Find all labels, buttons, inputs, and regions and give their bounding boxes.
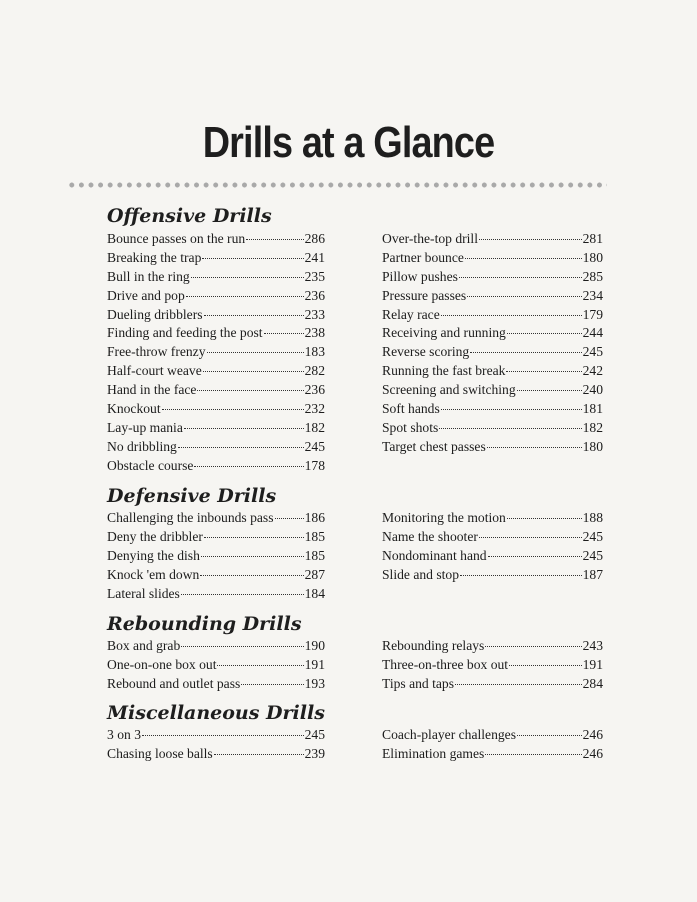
page-number: 282 [304,363,325,379]
drill-entry [382,567,603,586]
drill-entry [382,401,603,420]
page-number: 284 [582,675,603,691]
page-number: 238 [304,325,325,341]
drill-name: Finding and feeding the post [107,325,263,341]
page-number: 286 [304,231,325,246]
drill-entry [107,344,325,363]
drill-entry [382,250,603,269]
dot-leader [517,390,582,391]
dot-leader [178,447,304,448]
drill-name: Over-the-top drill [382,231,478,246]
page-number: 187 [582,566,603,582]
dot-leader [507,333,582,334]
dotted-divider [67,181,607,189]
drill-entry [382,344,603,363]
dot-leader [509,665,582,666]
page-number: 191 [304,656,325,672]
page-number: 180 [582,438,603,454]
drill-name: Relay race [382,306,440,322]
drill-entry [107,638,325,657]
dot-leader [488,556,582,557]
page-number: 188 [582,510,603,525]
drill-name: Lateral slides [107,585,180,601]
drill-name: 3 on 3 [107,727,141,742]
section-heading-offensive: Offensive Drills [107,205,272,227]
drill-name: Chasing loose balls [107,745,213,761]
section-heading-defensive: Defensive Drills [107,485,277,507]
drill-entry [107,586,325,605]
dot-leader [459,277,582,278]
page-number: 245 [582,547,603,563]
drill-name: Rebound and outlet pass [107,675,241,691]
page-number: 182 [304,419,325,435]
dot-leader [204,315,304,316]
drill-entry [382,727,603,746]
drill-entry [382,307,603,326]
page-number: 183 [304,344,325,360]
drill-entry [382,676,603,695]
page-title: Drills at a Glance [202,118,495,167]
dot-leader [517,735,582,736]
drill-name: Bull in the ring [107,268,190,284]
page-number: 240 [582,382,603,398]
page-number: 234 [582,287,603,303]
drill-entry [382,439,603,458]
dot-leader [201,556,304,557]
dot-leader [264,333,304,334]
page-number: 281 [582,231,603,246]
page-number: 179 [582,306,603,322]
drill-entry [382,269,603,288]
dot-leader [467,296,581,297]
dot-leader [487,447,582,448]
drill-name: Coach-player challenges [382,727,516,742]
drill-entry [107,382,325,401]
page-number: 246 [582,745,603,761]
page-number: 193 [304,675,325,691]
dot-leader [485,646,581,647]
drill-entry [107,510,325,529]
page-number: 178 [304,457,325,473]
dot-leader [203,371,304,372]
dot-leader [465,258,582,259]
page-number: 241 [304,249,325,265]
drill-name: Soft hands [382,401,440,417]
drill-entry [107,676,325,695]
drill-name: Slide and stop [382,566,460,582]
drill-name: Reverse scoring [382,344,470,360]
page-number: 245 [304,727,325,742]
drill-name: Tips and taps [382,675,455,691]
drill-entry [382,548,603,567]
dot-leader [191,277,304,278]
drill-name: Denying the dish [107,547,200,563]
drill-entry [107,250,325,269]
drill-entry [107,401,325,420]
drill-entry [107,529,325,548]
drill-name: Partner bounce [382,249,464,265]
drill-entry [382,363,603,382]
page-number: 246 [582,727,603,742]
dot-leader [241,684,303,685]
miscellaneous-left-column [107,727,325,765]
drill-entry [107,746,325,765]
page-number: 245 [304,438,325,454]
dot-leader [506,371,581,372]
page-number: 245 [582,528,603,544]
drill-entry [382,382,603,401]
page-number: 191 [582,656,603,672]
dot-leader [197,390,303,391]
page-number: 186 [304,510,325,525]
page-number: 239 [304,745,325,761]
page-number: 180 [582,249,603,265]
offensive-right-column [382,231,603,458]
drill-name: Hand in the face [107,382,197,398]
page-number: 242 [582,363,603,379]
drill-name: Monitoring the motion [382,510,506,525]
dot-leader [181,594,304,595]
drill-name: Lay-up mania [107,419,183,435]
drill-name: Bounce passes on the run [107,231,246,246]
dot-leader [194,466,303,467]
drill-entry [382,638,603,657]
defensive-left-column [107,510,325,604]
page-number: 232 [304,401,325,417]
drill-name: Drive and pop [107,287,185,303]
drill-entry [107,657,325,676]
drill-name: Breaking the trap [107,249,202,265]
drill-name: Spot shots [382,419,439,435]
drill-entry [382,231,603,250]
dot-leader [186,296,304,297]
dot-leader [479,239,582,240]
defensive-right-column [382,510,603,586]
page-number: 181 [582,401,603,417]
dot-leader [439,428,581,429]
dot-leader [207,352,304,353]
page-number: 285 [582,268,603,284]
drill-entry [382,657,603,676]
dot-leader [214,754,304,755]
drill-name: Three-on-three box out [382,656,509,672]
drill-name: Deny the dribbler [107,528,203,544]
dot-leader [246,239,303,240]
drill-entry [382,288,603,307]
drill-name: Running the fast break [382,363,506,379]
drill-entry [382,510,603,529]
drill-name: Name the shooter [382,528,478,544]
drill-name: Dueling dribblers [107,306,203,322]
drill-name: Elimination games [382,745,485,761]
drill-entry [107,458,325,477]
drill-name: Receiving and running [382,325,506,341]
dot-leader [441,409,582,410]
miscellaneous-right-column [382,727,603,765]
drill-entry [107,567,325,586]
drill-name: One-on-one box out [107,656,217,672]
drill-name: Half-court weave [107,363,202,379]
drill-entry [107,269,325,288]
drill-name: Knockout [107,401,161,417]
page-number: 182 [582,419,603,435]
drill-name: Box and grab [107,638,181,653]
dot-leader [479,537,582,538]
dot-leader [181,646,303,647]
page-number: 245 [582,344,603,360]
drill-entry [107,325,325,344]
drill-name: No dribbling [107,438,177,454]
page-number: 190 [304,638,325,653]
dot-leader [142,735,304,736]
drill-entry [382,529,603,548]
drill-entry [107,288,325,307]
drill-name: Pressure passes [382,287,467,303]
dot-leader [204,537,304,538]
page-number: 287 [304,566,325,582]
drill-name: Nondominant hand [382,547,487,563]
page-number: 185 [304,528,325,544]
dot-leader [507,518,582,519]
page-number: 236 [304,382,325,398]
rebounding-left-column [107,638,325,695]
dot-leader [184,428,304,429]
offensive-left-column [107,231,325,477]
drill-name: Obstacle course [107,457,194,473]
drill-entry [107,231,325,250]
drill-name: Challenging the inbounds pass [107,510,274,525]
dot-leader [455,684,582,685]
dot-leader [485,754,581,755]
drill-entry [107,727,325,746]
drill-entry [382,420,603,439]
drill-name: Knock 'em down [107,566,200,582]
drill-name: Screening and switching [382,382,516,398]
page-number: 185 [304,547,325,563]
page-number: 233 [304,306,325,322]
page-number: 243 [582,638,603,653]
drill-name: Pillow pushes [382,268,458,284]
page-number: 236 [304,287,325,303]
section-heading-miscellaneous: Miscellaneous Drills [107,702,325,724]
dot-leader [162,409,304,410]
section-heading-rebounding: Rebounding Drills [107,613,302,635]
drill-entry [107,548,325,567]
rebounding-right-column [382,638,603,695]
drill-entry [382,746,603,765]
drill-entry [107,307,325,326]
drill-entry [107,439,325,458]
dot-leader [275,518,304,519]
drill-entry [382,325,603,344]
dot-leader [460,575,582,576]
dot-leader [441,315,582,316]
drill-entry [107,363,325,382]
drill-entry [107,420,325,439]
page-number: 244 [582,325,603,341]
drill-name: Rebounding relays [382,638,485,653]
page-number: 235 [304,268,325,284]
drill-name: Target chest passes [382,438,486,454]
dot-leader [200,575,303,576]
page-number: 184 [304,585,325,601]
dot-leader [470,352,581,353]
drill-name: Free-throw frenzy [107,344,206,360]
dot-leader [202,258,303,259]
dot-leader [217,665,303,666]
